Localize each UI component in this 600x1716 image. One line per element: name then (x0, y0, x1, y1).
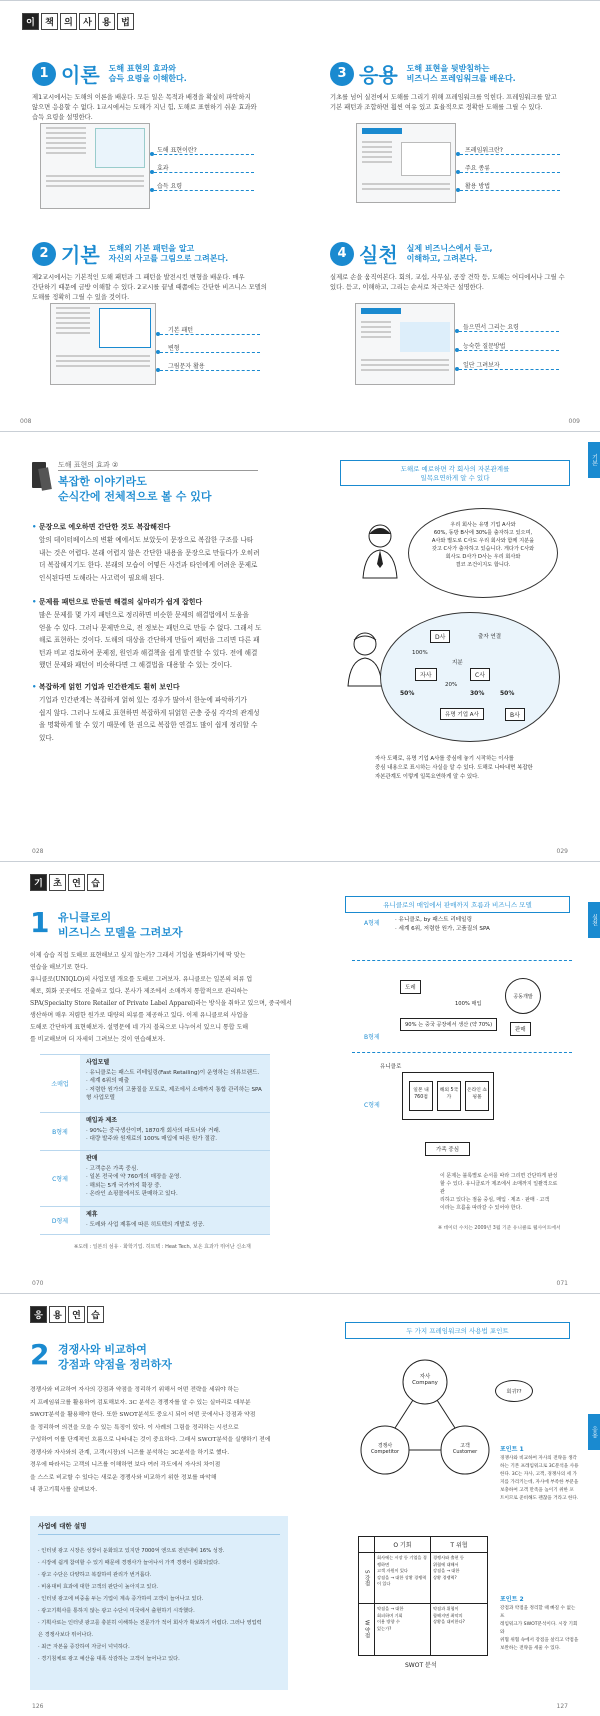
section-desc: 기본 패턴과 조합하면 훨씬 여유 있고 효율적으로 정확한 도해를 그릴 수 있다. (330, 104, 543, 111)
bullet-heading: • 문제를 패턴으로 만들면 해결의 실마리가 쉽게 잡힌다 (32, 597, 282, 607)
callout: 능숙한 질문방법 (463, 343, 506, 350)
callout: 효과 (157, 165, 169, 172)
header-chip: 책 (41, 13, 58, 30)
side-tab: 실천 (588, 902, 600, 938)
callout: 프레임워크란? (465, 147, 503, 154)
page-number: 008 (20, 418, 32, 425)
3c-company: 자사 Company (412, 1374, 438, 1386)
diagram-caption: 자사 도해로, 유명 기업 A사를 중심에 놓기 시작하는 이사를 중심 내용으로 표시하는 사실을 알 수 있다. 도해로 나타내면 복잡한 자본관계도 이렇게 일목요연하게 알 수 있다. (375, 756, 533, 780)
header-chip: 기 (30, 874, 47, 891)
section-theory (32, 59, 292, 123)
box-customer: 가족 중심 (425, 1142, 470, 1156)
header-chips (22, 13, 134, 30)
header-chip: 사 (79, 13, 96, 30)
box-sales: 판매 (510, 1022, 531, 1036)
box-d: D사 (430, 630, 450, 643)
bullet-section: • 복잡하게 얽힌 기업과 인간관계도 훤히 보인다 기업과 인간관계는 복잡하게 얽혀 있는 경우가 많아서 한눈에 파악하기가 쉽지 않다. 그러나 도해로 표현하면 복잡하게 뒤얽힌 곤충 중심 각각의 관계성 을 명확하게 할 수 있기 때문에 한 권으로 복잡한 연결도 많이 쉽게 정리할 수 있다. (32, 682, 282, 744)
header-chip: 용 (98, 13, 115, 30)
speech-bubble: 우리 회사는 유명 기업 A사와 60%, 동방 B사에 30%를 출자하고 있으며, A사와 별도로 C사도 우리 회사와 함께 지분을 갖고 C사가 출자하고 있습니다. 게다가 C사와 회사도 D사가 D사는 우리 회사와 결코 조건이지도 합니다. (408, 508, 558, 598)
section-number: 2 (32, 242, 56, 266)
callout: 활용 방법 (465, 183, 491, 190)
table-row: 소매업 사업모델 · 유니클로는 패스트 리테일링(Fast Retailing)이 운영하는 의류브랜드. · 세계 6위의 매출 · 저렴한 원가의 고품질을 모토로, 제조에서 소매까지 통합 관리하는 SPA 형 사업모델 (40, 1055, 270, 1113)
page-number: 127 (556, 1703, 568, 1710)
bullet-heading: • 문장으로 에오하면 간단한 것도 복잡해진다 (32, 522, 282, 532)
right-header: 도해로 예로하면 각 회사의 자본관계를 일목요연하게 알 수 있다 (340, 460, 570, 486)
callout: 들으면서 그리는 요령 (463, 324, 519, 331)
section-desc: 도해를 정확히 그릴 수 있을 것이다. (32, 294, 130, 301)
store-group: 일본 내 760점 해외 5국가 온라인 쇼핑몰 (402, 1072, 494, 1120)
point-2: 포인트 2 강점과 약점을 정리할 때 빠질 수 없는 프 레임워크가 SWOT분석이다. 시장 기회와 위협 위협 속에서 강점을 살리고 약점을 보완하는 전략을 세울 수 있다. (500, 1596, 579, 1651)
page-number: 070 (32, 1280, 44, 1287)
header-chip: 법 (117, 13, 134, 30)
spread-how-to-use (0, 0, 600, 431)
footnote: ※도레 : 일본의 섬유 · 화학기업. 히트텍 : Heat Tech, 보온 효과가 뛰어난 신소재 (74, 1244, 251, 1250)
box-self: 자사 (415, 668, 437, 681)
section-title: 이론 (61, 63, 100, 87)
header-chip: 용 (49, 1306, 66, 1323)
section-desc: 실제로 손을 움직여본다. 회의, 교섭, 사무실, 공장 견학 등, 도해는 어디에서나 그릴 수 (330, 274, 565, 281)
swot-table: O 기회 T 위협 S 강점 회사에는 시장 등 기업을 경쟁하면 고객 자원이 있다 강점을 → 대한 상황 경쟁력이 있다 경쟁사와 출현 등 위협에 대해서 강점을 → 대한 상황 경쟁력? W 약점 약점을 → 대한 회피하며 기회 이용 방향 수 있는가? 약점과 위협이 합해지면 최악의 상황을 대비한다? (358, 1536, 488, 1656)
label-mid: 지분 (452, 660, 463, 666)
right-header: 유니클로의 매입에서 판매까지 흐름과 비즈니스 모델 (345, 896, 570, 913)
page-title: 복잡한 이야기라도 순식간에 전체적으로 볼 수 있다 (58, 475, 212, 503)
label-top: 출자 연결 (478, 634, 502, 640)
spread-diagram-effect (0, 431, 600, 861)
label-50b: 50% (500, 690, 515, 697)
business-box: 사업에 대한 설명 · 인터넷 광고 시장은 성장이 둔화되고 있지만 7000억 엔으로 전년대비 16% 성장. · 시장에 쉽게 참여할 수 있기 때문에 경쟁사가 늘어나서 가격 경쟁이 심화되었다. · 광고 수단은 다양하고 복잡하여 관리가 번거롭다. · 비용대비 효과에 대한 고객의 판단이 높아지고 있다. · 인터넷 광고에 비중을 두는 기업이 계속 증가하여 고객이 늘어나고 있다. · 광고기획사를 통하지 않는 광고 수단이 미국에서 출현하기 시작했다. · 기획사로는 인터넷 광고를 충분히 이해하는 전문가가 적어 회사가 확보하기 어렵다. 그러나 영업력 은 경쟁사보다 뛰어나다. · 최근 자본을 증강하여 자금이 넉넉하다. · 경기침체로 광고 예산을 대폭 삭감하는 고객이 늘어나고 있다. (30, 1516, 288, 1690)
page-thumbnail (355, 303, 455, 385)
section-title: 실천 (359, 243, 398, 267)
exercise-title: 유니클로의 비즈니스 모델을 그려보자 (58, 911, 183, 939)
section-desc: 기초를 넘어 실전에서 도해를 그리기 위해 프레임워크를 익힌다. 프레임워크를 알고 (330, 94, 557, 101)
section-desc: 제1교시에서는 도해의 이론을 배운다. 모든 일은 목적과 배경을 확실히 파악하지 (32, 94, 251, 101)
exercise-title: 경쟁사와 비교하여 강점과 약점을 정리하자 (58, 1343, 172, 1371)
section-practice (330, 239, 590, 293)
table-row: B형제 매입과 제조 · 90%는 중국생산이며, 1870개 회사의 파트너와 거래. · 대량 발주와 원재료의 100% 매입에 따른 원가 절감. (40, 1113, 270, 1151)
info-table (40, 1054, 270, 1235)
section-title: 응용 (359, 63, 398, 87)
page-number: 029 (556, 848, 568, 855)
section-subtitle: 이해하고, 그려본다. (406, 253, 478, 263)
header-chip: 연 (68, 874, 85, 891)
side-label: C형제 (364, 1102, 380, 1109)
label-uniqlo: 유니클로 (380, 1064, 402, 1070)
section-subtitle: 도해 표현을 뒷받침하는 (406, 63, 490, 73)
box-china: 90% 는 중국 공장에서 생산 (약 70%) (400, 1018, 497, 1031)
callout: 주요 종류 (465, 165, 491, 172)
exercise-number: 1 (30, 906, 50, 939)
header-chip: 습 (87, 1306, 104, 1323)
bullet-heading: • 복잡하게 얽힌 기업과 인간관계도 훤히 보인다 (32, 682, 282, 692)
swot-caption: SWOT 분석 (405, 1662, 437, 1669)
section-subtitle: 비즈니스 프레임워크를 배운다. (406, 73, 516, 83)
side-tab: 응용 (588, 1414, 600, 1450)
section-number: 1 (32, 62, 56, 86)
section-title: 기본 (61, 243, 100, 267)
label-partner: 100% 매입 (455, 1001, 482, 1007)
header-chip: 초 (49, 874, 66, 891)
section-desc: 않으면 응용할 수 없다. 1교시에서는 도해가 지닌 힘, 도해로 표현하기 쉬운 효과와 (32, 104, 257, 111)
table-row: C형제 판매 · 고객층은 가족 중심. · 일본 전국에 약 760개의 매장을 운영. · 해외는 5개 국가까지 확장 중. · 온라인 쇼핑몰에서도 판매하고 있다. (40, 1151, 270, 1207)
bubble-joint: 공동개발 (505, 978, 541, 1014)
header-chip: 연 (68, 1306, 85, 1323)
side-label: A형제 (364, 920, 380, 927)
section-number: 3 (330, 62, 354, 86)
label-20: 20% (445, 682, 458, 688)
page-thumbnail (50, 303, 156, 385)
section-application (330, 59, 590, 113)
spread-basic-exercise (0, 861, 600, 1293)
page-number: 126 (32, 1703, 44, 1710)
section-subtitle: 습득 요령을 이해한다. (108, 73, 187, 83)
bullet-section: • 문장으로 에오하면 간단한 것도 복잡해진다 앞의 데이터베이스의 변환 예에서도 보았듯이 문장으로 복잡한 구조를 나타 내는 것은 어렵다. 본래 어렵지 않은 간단한 내용을 문장으로 만들다가 오히려 더 복잡해지기도 한다. 본래의 모습이 어떻든 사건과 타인에게 어려운 문제로 인식된다면 도해라는 사고력이 필요해 된다. (32, 522, 282, 584)
hand-notes: · 유니클로, by 패스트 리테일링 · 세계 6위, 저렴한 원가, 고품질의 SPA (395, 917, 490, 932)
callout: 도해 표현이란? (157, 147, 197, 154)
box-toray: 도레 (400, 980, 421, 994)
point-1: 포인트 1 경쟁사와 비교하여 자사의 전략을 생각 하는 기본 프레임워크로 3C분석을 사용 한다. 3C는 자사, 고객, 경쟁사의 세 가 지를 가리키는데, 자사에 부족한 부분을 보충하여 고객 만족을 높이기 위한 포 트이므로 준비해도 괜찮을 거라고 한다. (500, 1446, 579, 1501)
section-desc: 간단하기 때문에 금방 이해할 수 있다. 2교시를 끝낼 때쯤에는 간단한 비즈니스 모델의 (32, 284, 267, 291)
header-chips (30, 874, 104, 891)
page-number: 071 (556, 1280, 568, 1287)
diagram-caption: 이 문제는 블록별로 순서를 따라 그리면 간단하게 완성 할 수 있다. 유니클로가 제조에서 소매까지 일괄적으로 관 리하고 있다는 점을 중심, 매입 · 제조 · 판매 · 고객 이라는 흐름을 따라갈 수 있어야 한다. (440, 1173, 558, 1211)
bullet-section: • 문제를 패턴으로 만들면 해결의 실마리가 쉽게 잡힌다 많은 문제를 몇 가지 패턴으로 정리하면 비슷한 문제의 해결법에서 도움을 얻을 수 있다. 그러나 문제만으로, 전 정보는 패턴으로 만들 수 없다. 그래서 도 해로 표현하는 것이다. 도해의 대상을 간단하게 만들어 패턴을 그리면 다른 패 턴과 비교 검토하여 문제점, 원인과 해결책을 쉽게 발견할 수 있다. 전에 해결 했던 문제와 패턴이 비슷하다면 그 해결법을 대용할 수 있는 것이다. (32, 597, 282, 672)
section-subtitle: 도해 표현의 효과와 (108, 63, 177, 73)
side-label: B형제 (364, 1034, 380, 1041)
source-note: ※ 데이터 수치는 2009년 3월 기준 유니클로 웹사이트에서 (438, 1226, 561, 1231)
callout: 일단 그려보자 (463, 362, 500, 369)
label-30: 30% (470, 690, 485, 697)
header-chip: 습 (87, 874, 104, 891)
section-basic (32, 239, 302, 303)
box-b: B사 (505, 708, 525, 721)
section-desc: 습득 요령을 설명한다. (32, 114, 93, 121)
page-number: 009 (568, 418, 580, 425)
3c-competitor: 경쟁사 Competitor (370, 1443, 400, 1455)
callout: 그림문자 활용 (168, 363, 205, 370)
spread-applied-exercise (0, 1293, 600, 1716)
label-100: 100% (412, 650, 428, 656)
section-desc: 제2교시에서는 기본적인 도해 패턴과 그 패턴을 발전시킨 변형을 배운다. 매우 (32, 274, 245, 281)
callout: 습득 요령 (157, 183, 183, 190)
3c-bubble: 회귀?? (495, 1380, 533, 1402)
right-header: 두 가지 프레임워크의 사용법 포인트 (345, 1322, 570, 1339)
section-number: 4 (330, 242, 354, 266)
person-illustration (355, 520, 405, 580)
callout: 기본 패턴 (168, 327, 194, 334)
header-chip: 의 (60, 13, 77, 30)
section-desc: 있다. 듣고, 이해하고, 그리는 순서로 차근차근 설명한다. (330, 284, 484, 291)
page-number: 028 (32, 848, 44, 855)
exercise-intro: 이제 습습 직접 도해로 표현해보고 싶지 않는가? 그래서 기업을 변화하기에 딱 맞는 연습을 해보기로 한다. 유니클로(UNIQLO)의 사업모델 개요를 도해로 그려보자. 유니클로는 일본의 의류 업 체로, 회화 곳곳에도 진출하고 있다. 본사가 제조에서 소매까지 통합적으로 관리하는 SPA(Specialty Store Retailer of Private Label Apparel)라는 방식을 취하고 있으며, 중국에서 생산하며 매우 저렴한 원가로 대량의 의류를 제공하고 있다. 이제 유니클로의 사업을 도해로 간단하게 표현해보자. 설명문에 네 가지 블록으로 나누어서 있으니 통합 도해 를 비교해보며 더 자세히 그려보는 것이 연습해보자. (30, 952, 292, 1043)
header-chip: 응 (30, 1306, 47, 1323)
box-a: 유명 기업 A사 (440, 708, 484, 720)
exercise-number: 2 (30, 1338, 50, 1371)
3c-customer: 고객 Customer (452, 1443, 478, 1455)
section-subtitle: 실제 비즈니스에서 듣고, (406, 243, 493, 253)
label-50: 50% (400, 690, 415, 697)
header-chips (30, 1306, 104, 1323)
box-c: C사 (470, 668, 490, 681)
kicker: 도해 표현의 효과 ② (58, 461, 119, 469)
side-tab: 기본 (588, 442, 600, 478)
header-chip: 이 (22, 13, 39, 30)
table-row: D형제 제휴 · 도레와 사업 제휴에 따른 히트텍의 개발로 성공. (40, 1207, 270, 1235)
exercise-intro: 경쟁사와 비교하여 자사의 강점과 약점을 정리하기 위해서 어떤 전략을 세워야 하는 지 프레임워크를 활용하여 검토해보자. 3C 분석은 경쟁자를 알 수 있는 실마리로 대부분 SWOT분석을 활용해야 한다. 또한 SWOT분석도 중요시 되어 어떤 곳에서나 강점과 약점 을 정리하여 의견을 모을 수 있는 특징이 있다. 이 사례의 그림을 정리하는 시선으로 구성하여 이를 단계적인 흐름으로 나타내는 것이 중요하다. 그래서 SWOT분석을 실행하기 전에 경쟁사와 자사와의 관계, 고객(시장)의 니즈를 분석하는 3C분석을 하기로 했다. 경우에 따라서는 고객의 니즈를 이해하면 보다 여러 각도에서 자사의 차이점 을 스스로 비교할 수 있다는 새로운 경쟁사와 비교하기 위한 정보를 파악해 내 광고기획사를 살펴보자. (30, 1387, 271, 1493)
page-thumbnail (40, 123, 150, 209)
callout: 변형 (168, 345, 180, 352)
section-subtitle: 도해의 기본 패턴을 알고 (108, 243, 195, 253)
page-thumbnail (356, 123, 456, 203)
section-subtitle: 자신의 사고를 그림으로 그려본다. (108, 253, 229, 263)
